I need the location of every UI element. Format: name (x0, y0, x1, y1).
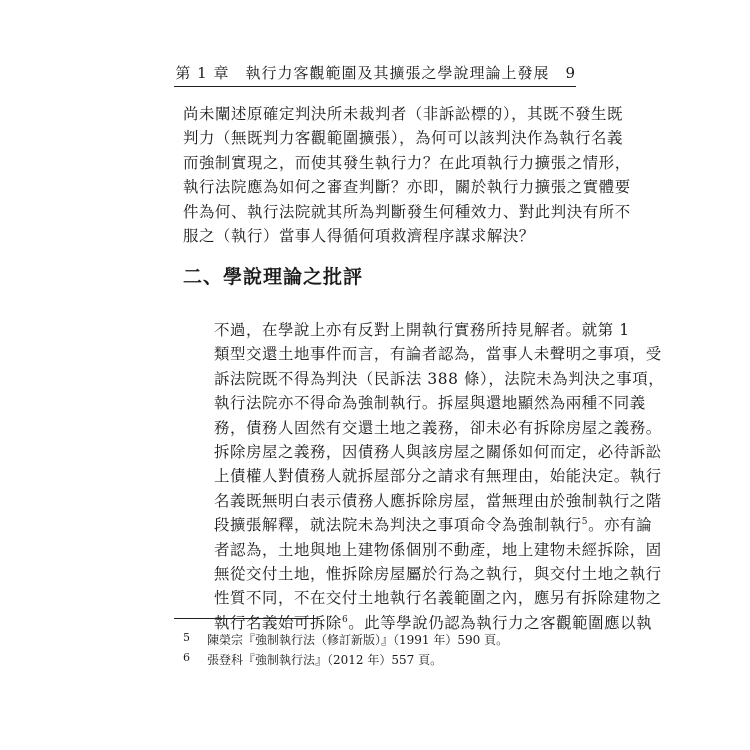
paragraph-line: 無從交付土地，惟拆除房屋屬於行為之執行，與交付土地之執行 (214, 565, 662, 584)
line-text-tail: 。此等學說仍認為執行力之客觀範圍應以執 (348, 613, 653, 632)
paragraph-line: 務，債務人固然有交還土地之義務，卻未必有拆除房屋之義務。 (214, 418, 662, 437)
line-text-tail: 。亦有論 (588, 516, 653, 535)
footnote-number: 5 (183, 631, 190, 644)
paragraph-line-with-footnote (183, 513, 653, 537)
paragraph-2 (183, 318, 665, 635)
paragraph-line: 性質不同，不在交付土地執行名義範圍之內，應另有拆除建物之 (214, 589, 662, 608)
paragraph-line: 者認為，土地與地上建物係個別不動產，地上建物未經拆除，固 (214, 540, 662, 559)
footnote-5 (183, 630, 575, 648)
paragraph-line: 名義既無明白表示債務人應拆除房屋，當無理由於強制執行之階 (214, 491, 662, 510)
paragraph-line: 執行法院亦不得命為強制執行。拆屋與還地顯然為兩種不同義 (214, 394, 646, 413)
paragraph-line: 不過，在學說上亦有反對上開執行實務所持見解者。就第 1 (214, 321, 630, 339)
footnote-ref-5[interactable]: 5 (581, 517, 589, 528)
footnote-text: 張登科『強制執行法』（2012 年）557 頁。 (207, 653, 443, 667)
paragraph-line: 而強制實現之，而使其發生執行力？在此項執行力擴張之情形， (183, 153, 631, 172)
header-rule (174, 86, 576, 87)
line-text: 段擴張解釋，就法院未為判決之事項命令為強制執行 (214, 516, 582, 535)
line-text: 執行名義始可拆除 (214, 613, 342, 632)
paragraph-line: 判力（無既判力客觀範圍擴張），為何可以該判決作為執行名義 (183, 129, 624, 148)
running-head: 第 1 章 執行力客觀範圍及其擴張之學說理論上發展 9 (175, 64, 576, 82)
footnote-6 (183, 650, 575, 668)
paragraph-line: 件為何、執行法院就其所為判斷發生何種效力、對此判決有所不 (183, 202, 631, 221)
paragraph-1 (183, 102, 631, 248)
footnote-rule (174, 618, 320, 619)
paragraph-line: 拆除房屋之義務，因債務人與該房屋之關係如何而定，必待訴訟 (214, 443, 662, 462)
section-heading: 二、學說理論之批評 (183, 266, 364, 288)
paragraph-line: 執行法院應為如何之審查判斷？亦即，關於執行力擴張之實體要 (183, 178, 631, 197)
paragraph-line: 類型交還土地事件而言，有論者認為，當事人未聲明之事項，受 (214, 345, 662, 364)
footnote-ref-6[interactable]: 6 (341, 614, 349, 625)
footnote-text: 陳榮宗『強制執行法（修訂新版）』（1991 年）590 頁。 (207, 633, 509, 647)
footnote-number: 6 (183, 651, 190, 664)
paragraph-line: 服之（執行）當事人得循何項救濟程序謀求解決？ (183, 227, 535, 246)
paragraph-line: 上債權人對債務人就拆屋部分之請求有無理由，始能決定。執行 (214, 467, 662, 486)
paragraph-line: 尚未闡述原確定判決所未裁判者（非訴訟標的），其既不發生既 (183, 105, 624, 123)
paragraph-line: 訴法院既不得為判決（民訴法 388 條），法院未為判決之事項， (214, 369, 665, 388)
